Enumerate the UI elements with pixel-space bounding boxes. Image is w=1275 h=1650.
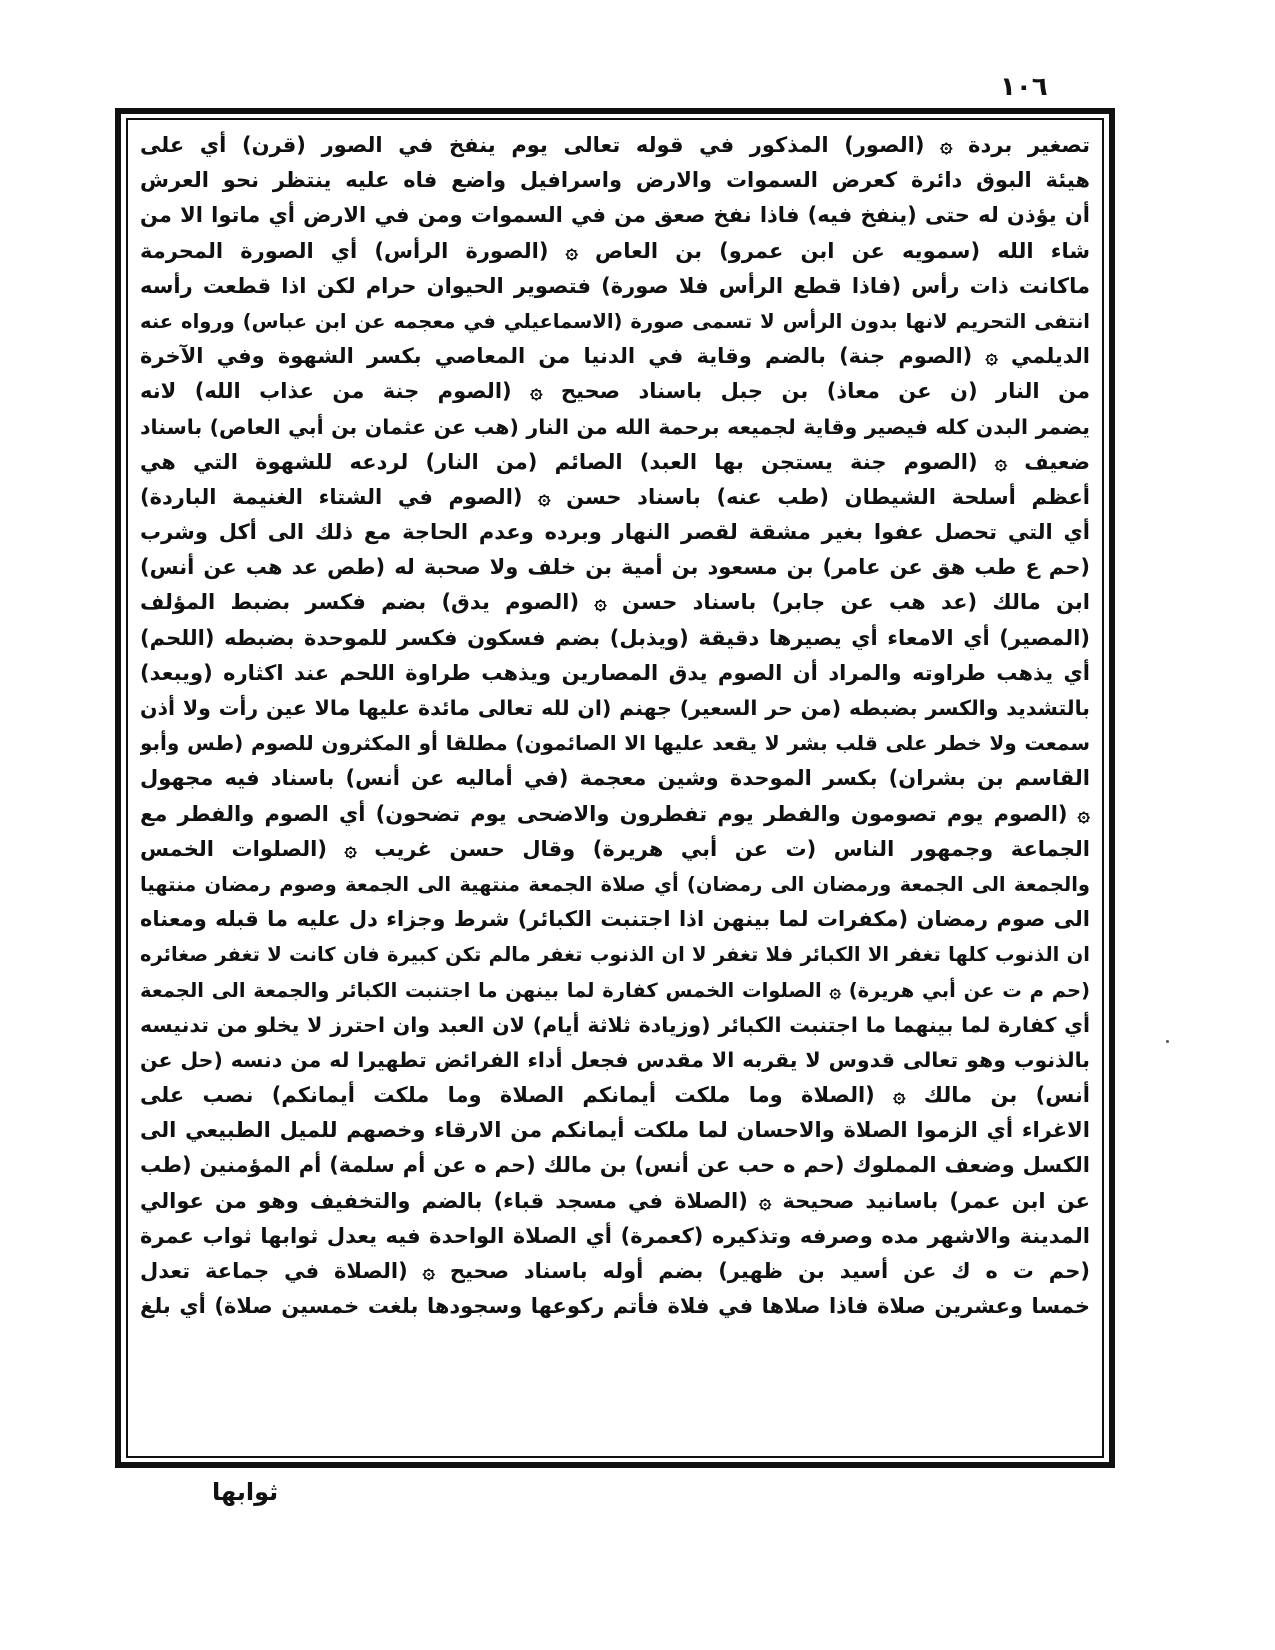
text-line: أنس) بن مالك ۞ (الصلاة وما ملكت أيمانكم الصلاة وما ملكت أيمانكم) نصب على	[140, 1083, 1090, 1108]
text-line: الجماعة وجمهور الناس (ت عن أبي هريرة) وقال حسن غريب ۞ (الصلوات الخمس	[140, 836, 1090, 861]
catchword: ثوابها	[212, 1478, 279, 1506]
text-line: ابن مالك (عد هب عن جابر) باسناد حسن ۞ (الصوم يدق) بضم فكسر بضبط المؤلف	[140, 590, 1090, 615]
text-line: سمعت ولا خطر على قلب بشر لا يقعد عليها الا الصائمون) مطلقا أو المكثرون للصوم (طس وأبو	[140, 731, 1090, 756]
text-line: المدينة والاشهر مده وصرفه وتذكيره (كعمرة) أي الصلاة الواحدة فيه يعدل ثوابها ثواب عمرة	[140, 1223, 1090, 1248]
text-line: بالذنوب وهو تعالى قدوس لا يقربه الا مقدس فجعل أداء الفرائض تطهيرا له من دنسه (حل عن	[140, 1047, 1090, 1072]
page-number: ١٠٦	[1000, 72, 1048, 102]
text-line: انتفى التحريم لانها بدون الرأس لا تسمى صورة (الاسماعيلي في معجمه عن ابن عباس) ورواه عنه	[140, 309, 1090, 333]
text-line: الكسل وضعف المملوك (حم ه حب عن أنس) بن مالك (حم ه عن أم سلمة) أم المؤمنين (طب	[140, 1153, 1090, 1178]
text-line: أن يؤذن له حتى (ينفخ فيه) فاذا نفخ صعق من في السموات ومن في الارض أي ماتوا الا من	[140, 203, 1090, 228]
text-line: أي كفارة لما بينهما ما اجتنبت الكبائر (وزيادة ثلاثة أيام) لان العبد وان احترز لا يخلو من تدنيسه	[140, 1012, 1090, 1037]
text-line: ۞ (الصوم يوم تصومون والفطر يوم تفطرون والاضحى يوم تضحون) أي الصوم والفطر مع	[140, 801, 1090, 826]
text-line: من النار (ن عن معاذ) بن جبل باسناد صحيح ۞ (الصوم جنة من عذاب الله) لانه	[140, 379, 1090, 404]
text-line: (حم ت ه ك عن أسيد بن ظهير) بضم أوله باسناد صحيح ۞ (الصلاة في جماعة تعدل	[140, 1259, 1090, 1283]
text-line: خمسا وعشرين صلاة فاذا صلاها في فلاة فأتم ركوعها وسجودها بلغت خمسين صلاة) أي بلغ	[140, 1294, 1090, 1319]
text-line: الى صوم رمضان (مكفرات لما بينهن اذا اجتنبت الكبائر) شرط وجزاء دل عليه ما قبله ومعناه	[140, 907, 1090, 932]
text-line: أي يذهب طراوته والمراد أن الصوم يدق المصارين ويذهب طراوة اللحم عند اكثاره (ويبعد)	[140, 660, 1090, 685]
text-body	[140, 128, 1090, 1448]
text-line: (حم م ت عن أبي هريرة) ۞ الصلوات الخمس كفارة لما بينهن ما اجتنبت الكبائر والجمعة الى الجمعة	[140, 978, 1090, 1002]
text-line: (حم ع طب هق عن عامر) بن مسعود بن أمية بن خلف ولا صحبة له (طص عد هب عن أنس)	[140, 555, 1090, 580]
text-line: أي التي تحصل عفوا بغير مشقة لقصر النهار وبرده وعدم الحاجة مع ذلك الى أكل وشرب	[140, 520, 1090, 545]
text-line: والجمعة الى الجمعة ورمضان الى رمضان) أي صلاة الجمعة منتهية الى الجمعة وصوم رمضان منتهيا	[140, 872, 1090, 896]
text-line: ضعيف ۞ (الصوم جنة يستجن بها العبد) الصائم (من النار) لردعه للشهوة التي هي	[140, 449, 1090, 474]
text-line: الديلمي ۞ (الصوم جنة) بالضم وقاية في الدنيا من المعاصي بكسر الشهوة وفي الآخرة	[140, 344, 1090, 369]
text-line: يضمر البدن كله فيصير وقاية لجميعه برحمة الله من النار (هب عن عثمان بن أبي العاص) باسناد	[140, 414, 1090, 439]
text-line: شاء الله (سمويه عن ابن عمرو) بن العاص ۞ (الصورة الرأس) أي الصورة المحرمة	[140, 238, 1090, 263]
text-line: هيئة البوق دائرة كعرض السموات والارض واسرافيل واضع فاه عليه ينتظر نحو العرش	[140, 168, 1090, 193]
text-line: تصغير بردة ۞ (الصور) المذكور في قوله تعالى يوم ينفخ في الصور (قرن) أي على	[140, 133, 1090, 157]
scan-speck	[1166, 1040, 1169, 1043]
text-line: أعظم أسلحة الشيطان (طب عنه) باسناد حسن ۞ (الصوم في الشتاء الغنيمة الباردة)	[140, 484, 1090, 509]
text-line: القاسم بن بشران) بكسر الموحدة وشين معجمة (في أماليه عن أنس) باسناد فيه مجهول	[140, 766, 1090, 791]
text-line: عن ابن عمر) باسانيد صحيحة ۞ (الصلاة في مسجد قباء) بالضم والتخفيف وهو من عوالي	[140, 1188, 1090, 1213]
text-line: ان الذنوب كلها تغفر الا الكبائر فلا تغفر لا ان الذنوب تغفر مالم تكن كبيرة فان كانت لا تغفر صغائره	[140, 943, 1090, 967]
text-line: (المصير) أي الامعاء أي يصيرها دقيقة (ويذبل) بضم فسكون فكسر للموحدة بضبطه (اللحم)	[140, 625, 1090, 650]
text-line: بالتشديد والكسر بضبطه (من حر السعير) جهنم (ان لله تعالى مائدة عليها مالا عين رأت ولا أذن	[140, 696, 1090, 720]
text-line: ماكانت ذات رأس (فاذا قطع الرأس فلا صورة) فتصوير الحيوان حرام لكن اذا قطعت رأسه	[140, 273, 1090, 298]
text-line: الاغراء أي الزموا الصلاة والاحسان لما ملكت أيمانكم من الارقاء وخصهم للميل الطبيعي الى	[140, 1118, 1090, 1143]
